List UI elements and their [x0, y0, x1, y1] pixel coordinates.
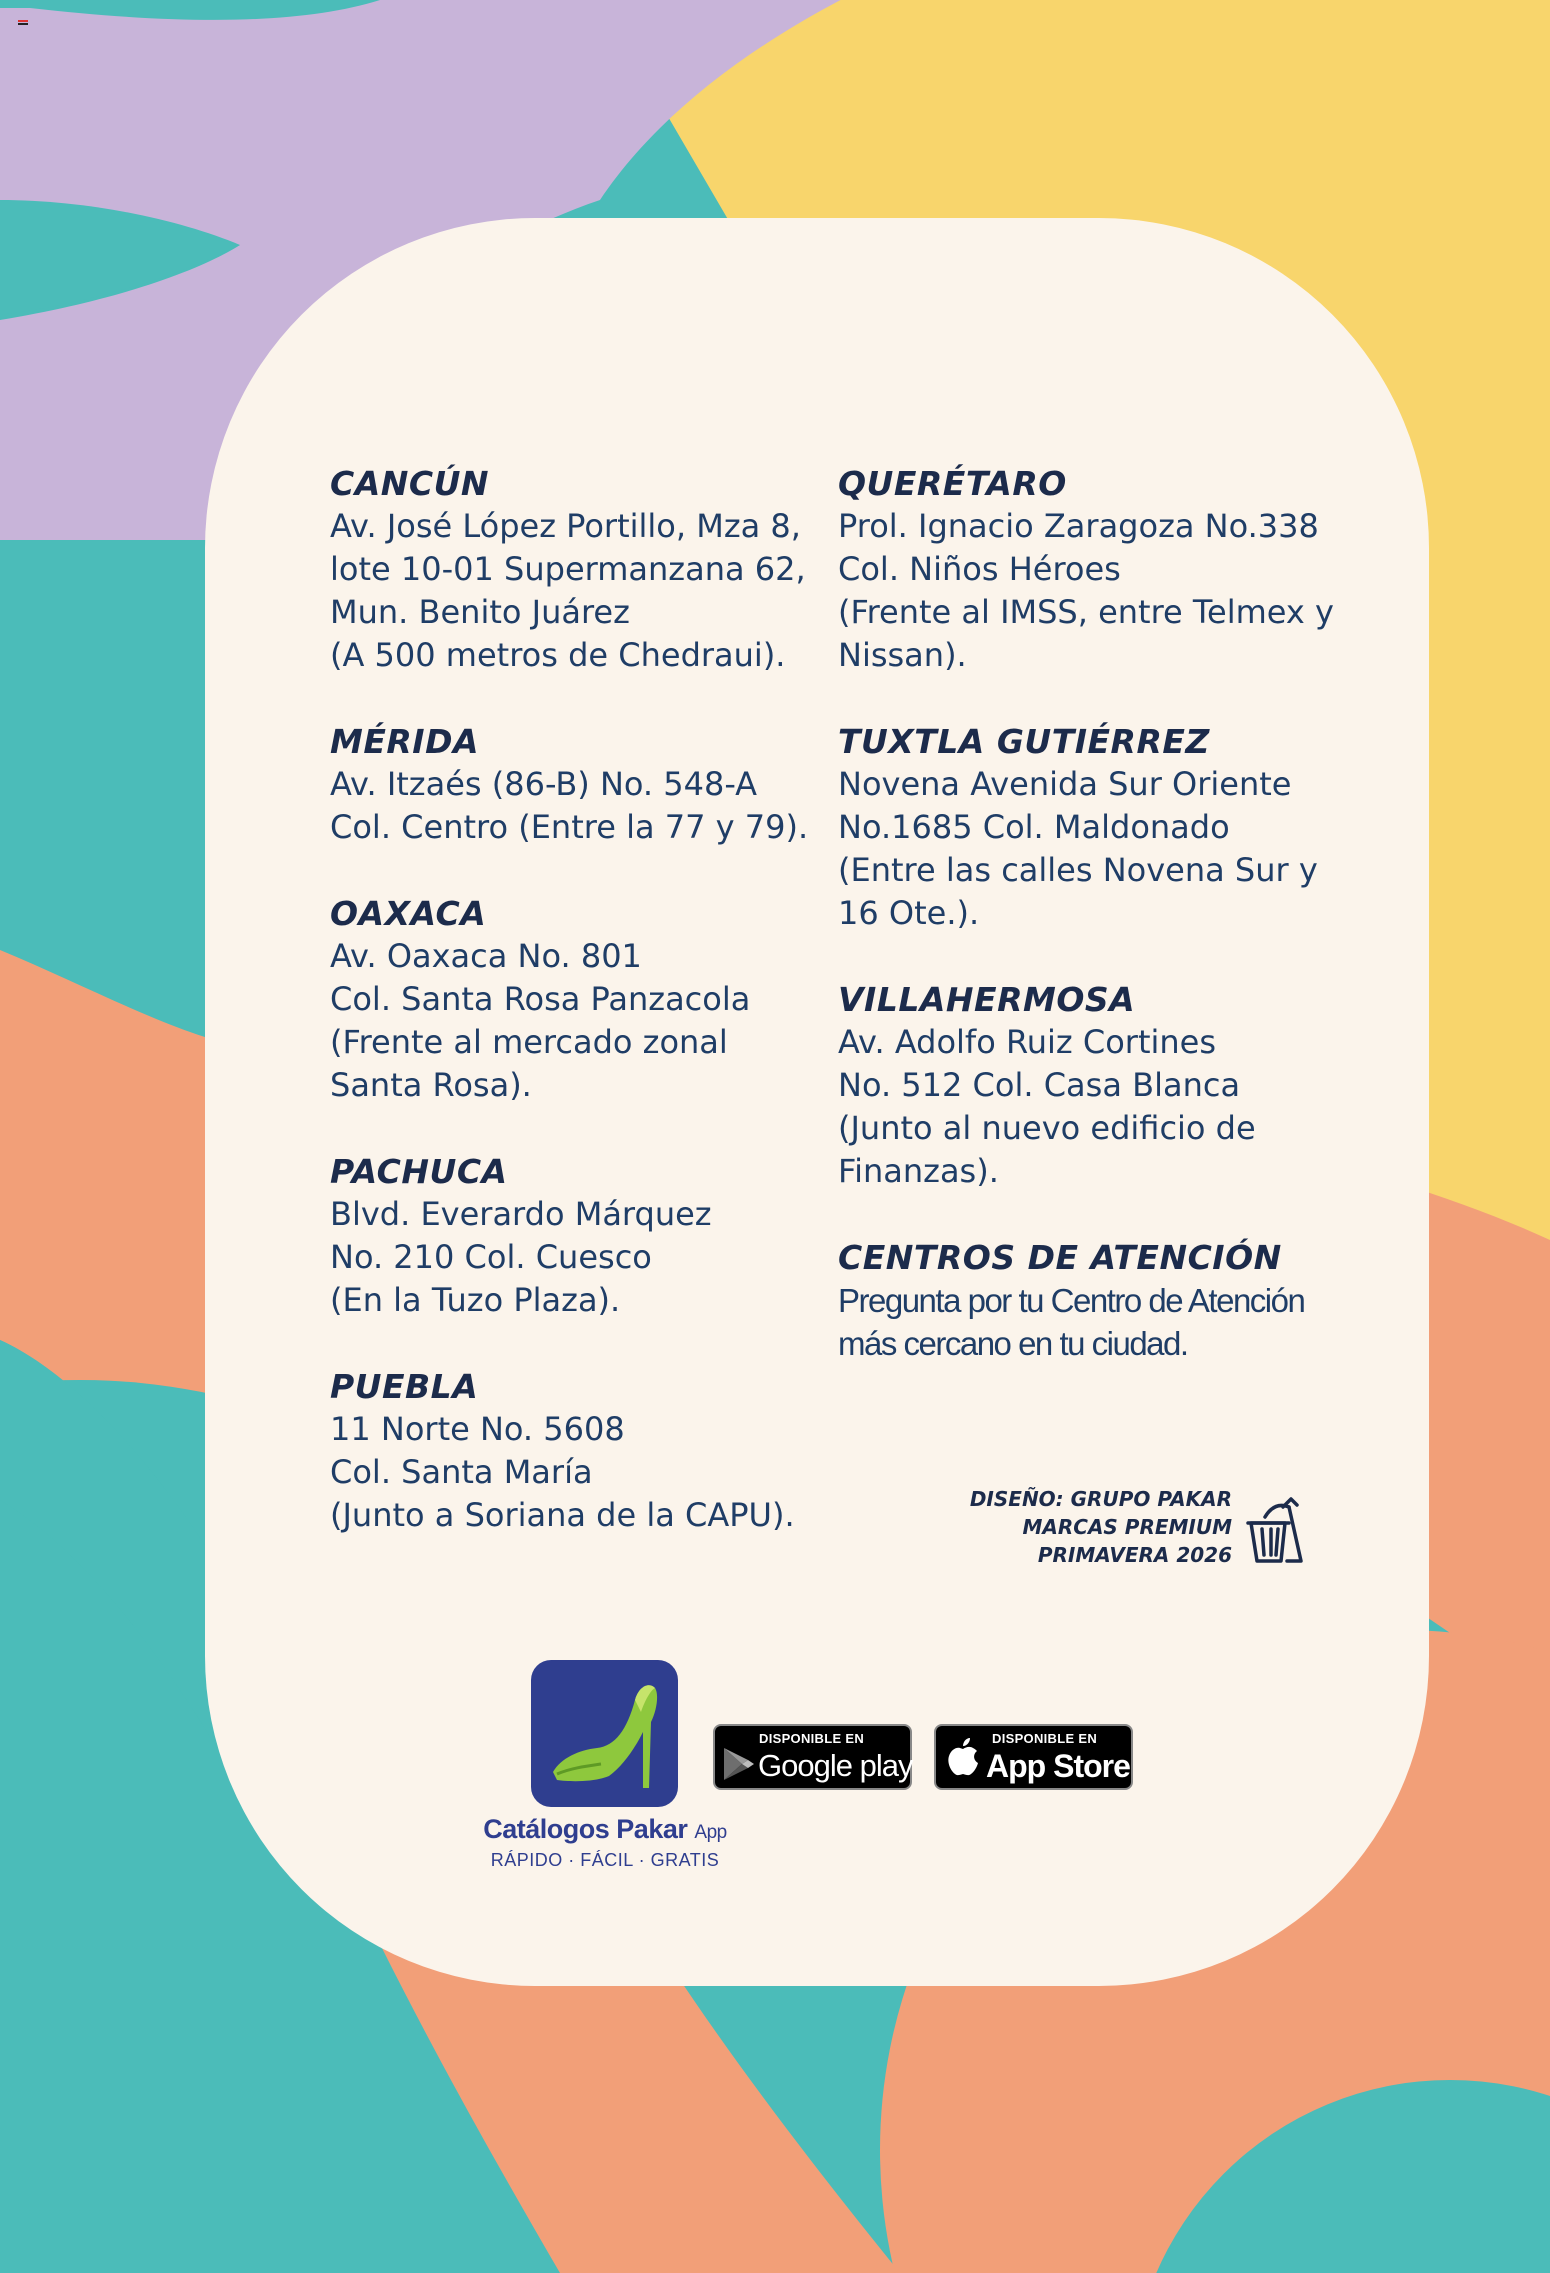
store-address-line: (Frente al mercado zonal	[330, 1023, 728, 1061]
apple-icon	[944, 1736, 982, 1780]
store-city: CANCÚN	[330, 464, 490, 503]
stores-left-column	[330, 462, 830, 1580]
credits-line: MARCAS PREMIUM	[1022, 1515, 1232, 1539]
app-suffix: App	[694, 1822, 727, 1843]
store-address-line: Av. Itzaés (86-B) No. 548-A	[330, 765, 758, 803]
attention-line: más cercano en tu ciudad.	[838, 1325, 1188, 1362]
google-play-badge[interactable]	[713, 1724, 912, 1790]
credits-line: PRIMAVERA 2026	[1037, 1543, 1232, 1567]
app-tagline: RÁPIDO · FÁCIL · GRATIS	[490, 1850, 720, 1870]
store-address-line: Col. Centro (Entre la 77 y 79).	[330, 808, 809, 846]
store-address-line: No. 210 Col. Cuesco	[330, 1238, 652, 1276]
store-city: TUXTLA GUTIÉRREZ	[838, 722, 1210, 761]
app-store-badge[interactable]	[934, 1724, 1133, 1790]
store-merida	[330, 720, 830, 849]
store-address-line: Col. Santa María	[330, 1453, 593, 1491]
store-city: VILLAHERMOSA	[838, 980, 1136, 1019]
design-credits	[970, 1485, 1232, 1569]
attention-title: CENTROS DE ATENCIÓN	[838, 1238, 1282, 1277]
store-address-line: No. 512 Col. Casa Blanca	[838, 1066, 1241, 1104]
store-city: QUERÉTARO	[838, 464, 1067, 503]
store-pachuca	[330, 1150, 830, 1322]
store-address-line: Av. José López Portillo, Mza 8,	[330, 507, 801, 545]
store-address-line: Nissan).	[838, 636, 967, 674]
credits-line: DISEÑO: GRUPO PAKAR	[969, 1487, 1232, 1511]
corner-mark	[18, 20, 28, 26]
trash-recycle-icon	[1245, 1493, 1305, 1565]
store-address-line: 16 Ote.).	[838, 894, 980, 932]
store-address-line: 11 Norte No. 5608	[330, 1410, 625, 1448]
catalogos-pakar-app-icon[interactable]	[531, 1660, 678, 1807]
store-address-line: Col. Niños Héroes	[838, 550, 1121, 588]
store-cancun	[330, 462, 830, 677]
app-name	[420, 1814, 790, 1845]
google-badge-caption: DISPONIBLE EN	[759, 1731, 865, 1746]
store-address-line: Prol. Ignacio Zaragoza No.338	[838, 507, 1319, 545]
store-address-line: (Junto a Soriana de la CAPU).	[330, 1496, 795, 1534]
apple-badge-title: App Store	[986, 1748, 1130, 1784]
store-address-line: (A 500 metros de Chedraui).	[330, 636, 786, 674]
store-tuxtla	[838, 720, 1318, 935]
store-address-line: (Entre las calles Novena Sur y	[838, 851, 1318, 889]
store-villahermosa	[838, 978, 1318, 1193]
high-heel-shoe-icon	[531, 1660, 678, 1807]
store-puebla	[330, 1365, 830, 1537]
store-queretaro	[838, 462, 1334, 677]
store-address-line: Blvd. Everardo Márquez	[330, 1195, 712, 1233]
store-city: PUEBLA	[330, 1367, 479, 1406]
store-city: PACHUCA	[330, 1152, 508, 1191]
google-badge-title: Google play	[758, 1748, 913, 1783]
store-oaxaca	[330, 892, 830, 1107]
store-address-line: Finanzas).	[838, 1152, 999, 1190]
apple-badge-caption: DISPONIBLE EN	[992, 1731, 1098, 1746]
store-address-line: Av. Oaxaca No. 801	[330, 937, 642, 975]
store-address-line: lote 10-01 Supermanzana 62,	[330, 550, 806, 588]
store-address-line: No.1685 Col. Maldonado	[838, 808, 1230, 846]
app-name-text: Catálogos Pakar	[483, 1814, 688, 1844]
store-city: OAXACA	[330, 894, 487, 933]
store-address-line: (Frente al IMSS, entre Telmex y	[838, 593, 1334, 631]
store-address-line: Santa Rosa).	[330, 1066, 532, 1104]
store-address-line: Av. Adolfo Ruiz Cortines	[838, 1023, 1217, 1061]
stores-right-column	[838, 462, 1334, 1408]
store-address-line: Mun. Benito Juárez	[330, 593, 630, 631]
attention-line: Pregunta por tu Centro de Atención	[838, 1282, 1305, 1319]
attention-centers	[838, 1236, 1318, 1365]
google-play-icon	[722, 1746, 756, 1782]
store-address-line: Col. Santa Rosa Panzacola	[330, 980, 751, 1018]
store-city: MÉRIDA	[330, 722, 480, 761]
store-address-line: (En la Tuzo Plaza).	[330, 1281, 621, 1319]
store-address-line: Novena Avenida Sur Oriente	[838, 765, 1292, 803]
store-address-line: (Junto al nuevo edificio de	[838, 1109, 1256, 1147]
